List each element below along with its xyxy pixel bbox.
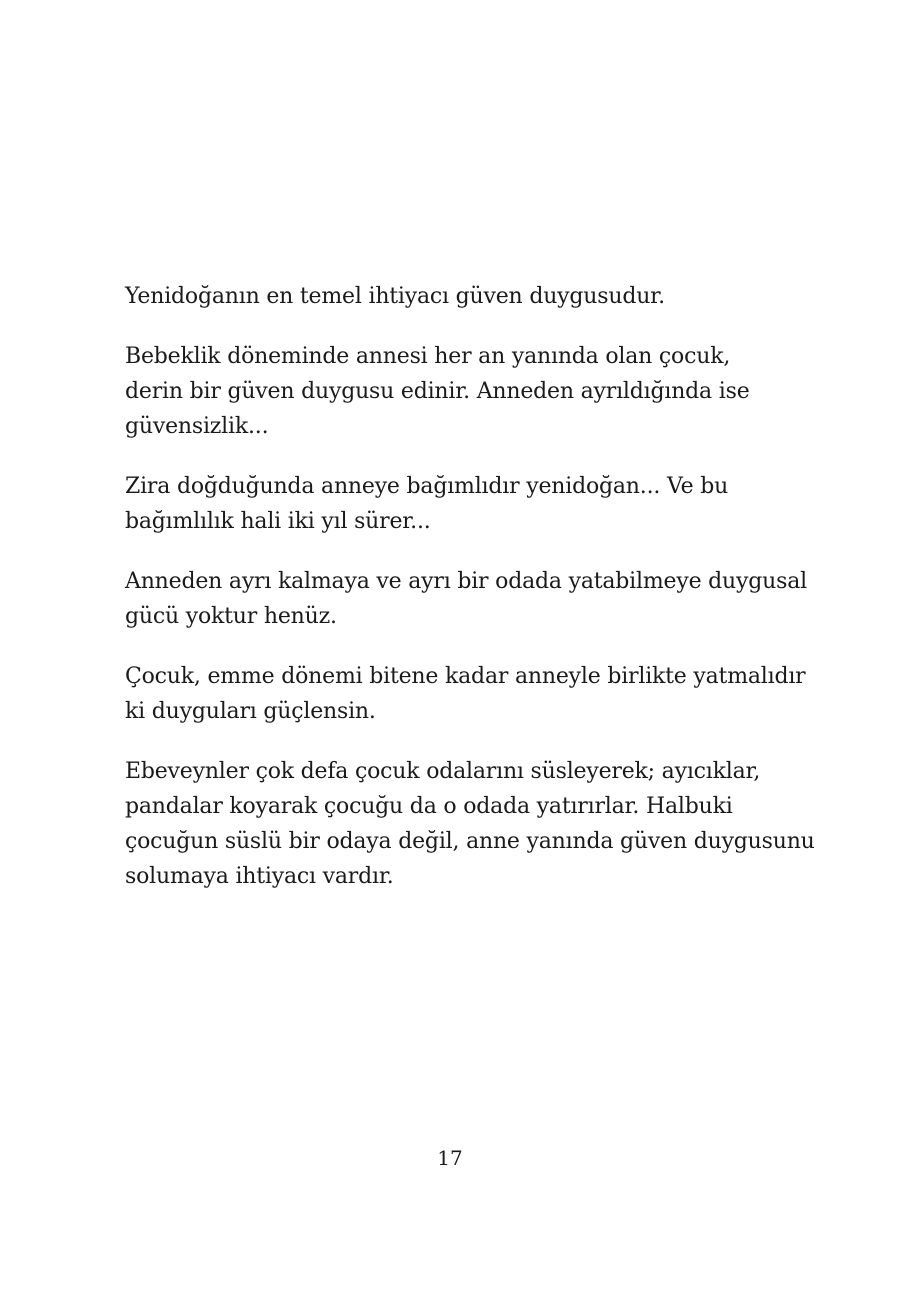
text-line: solumaya ihtiyacı vardır. (125, 864, 394, 889)
text-line: Anneden ayrı kalmaya ve ayrı bir odada yatabilmeye duygusal (125, 569, 807, 594)
text-line: Yenidoğanın en temel ihtiyacı güven duygusudur. (125, 284, 665, 309)
paragraph (125, 339, 785, 444)
text-line: Zira doğduğunda anneye bağımlıdır yenidoğan... Ve bu (125, 474, 729, 499)
paragraph (125, 469, 785, 539)
text-line: derin bir güven duygusu edinir. Anneden ayrıldığında ise (125, 379, 750, 404)
page-number: 17 (437, 1146, 463, 1170)
paragraph (125, 564, 807, 634)
paragraph (125, 659, 806, 729)
text-line: Çocuk, emme dönemi bitene kadar anneyle birlikte yatmalıdır (125, 664, 806, 689)
text-line: gücü yoktur henüz. (125, 604, 337, 629)
text-line: bağımlılık hali iki yıl sürer... (125, 509, 431, 534)
text-line: Bebeklik döneminde annesi her an yanında olan çocuk, (125, 344, 731, 369)
text-line: güvensizlik... (125, 414, 269, 439)
text-line: çocuğun süslü bir odaya değil, anne yanında güven duygusunu (125, 829, 815, 854)
page-body (125, 279, 815, 919)
text-line: ki duyguları güçlensin. (125, 699, 376, 724)
text-line: pandalar koyarak çocuğu da o odada yatırırlar. Halbuki (125, 794, 733, 819)
paragraph (125, 279, 785, 314)
paragraph (125, 754, 815, 894)
text-line: Ebeveynler çok defa çocuk odalarını süsleyerek; ayıcıklar, (125, 759, 761, 784)
